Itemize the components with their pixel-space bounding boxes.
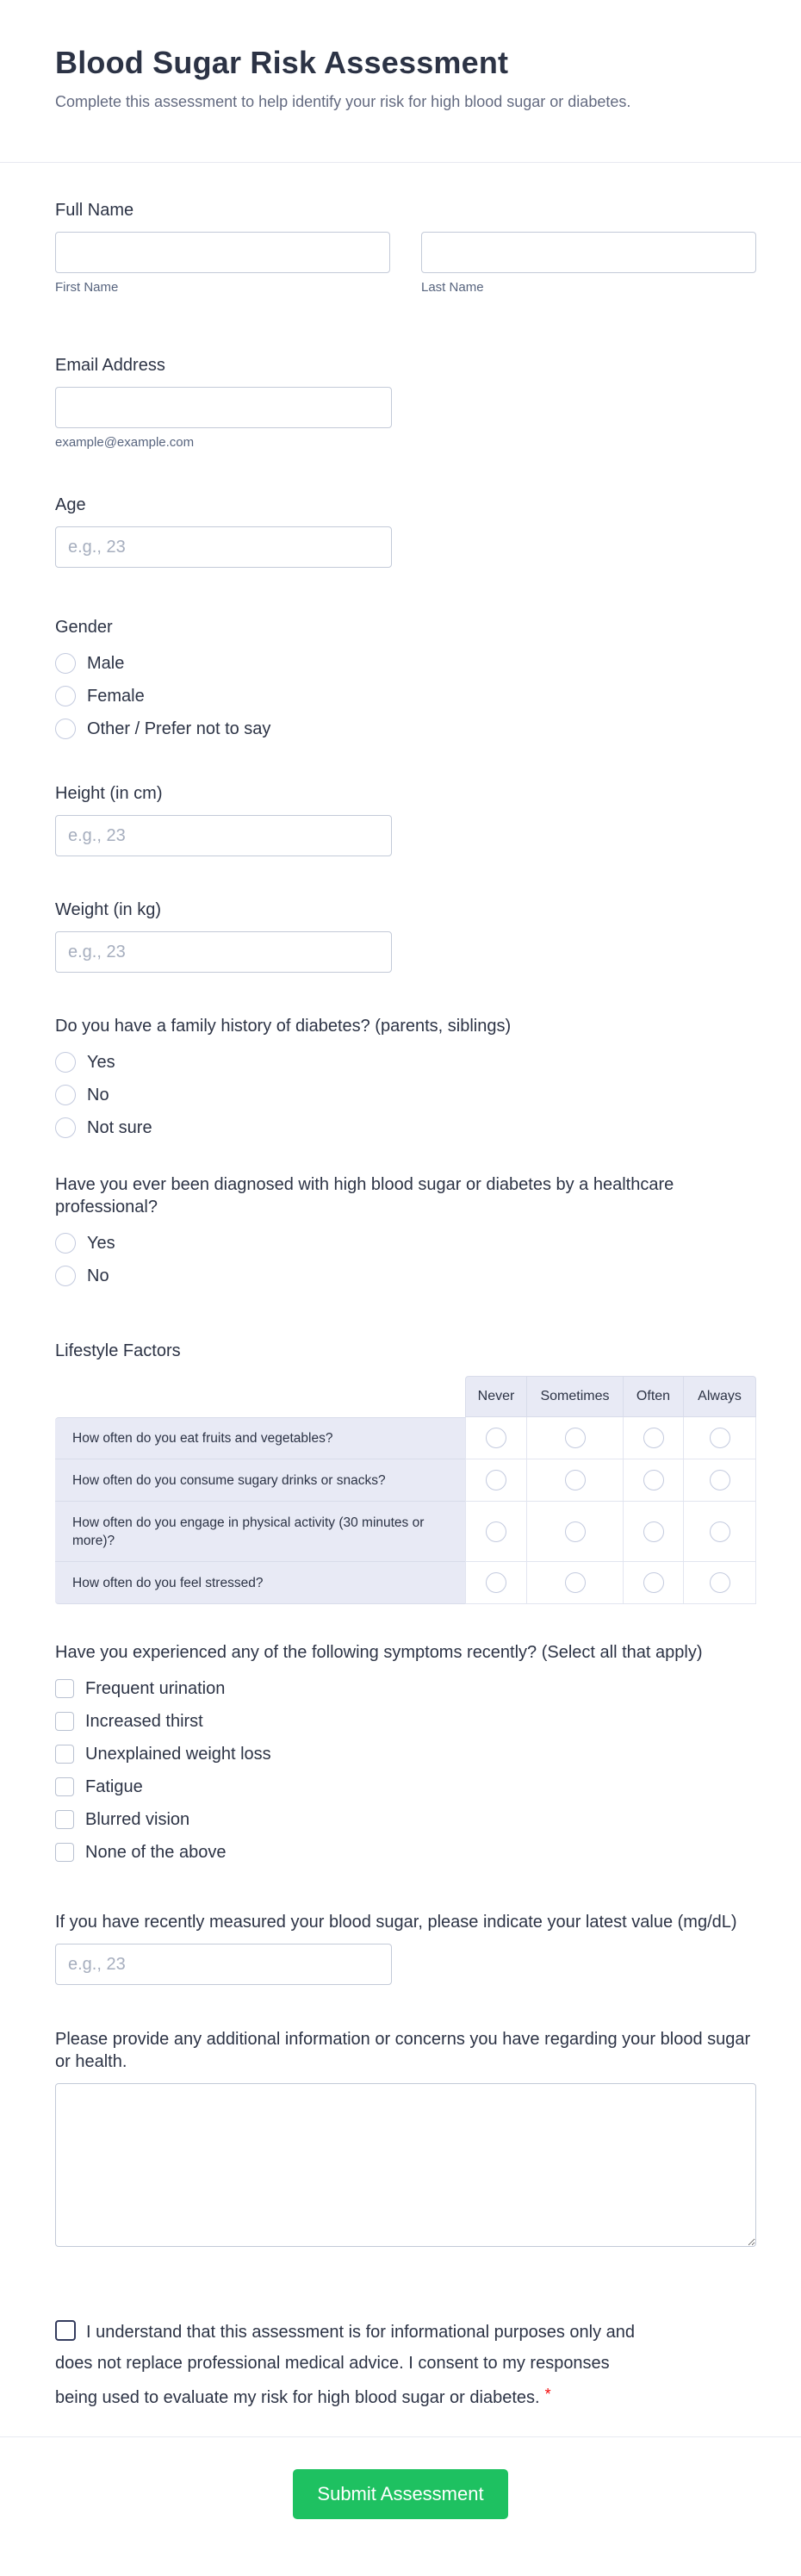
checkbox-icon[interactable] bbox=[55, 1712, 74, 1731]
blood-sugar-input[interactable] bbox=[55, 1944, 392, 1985]
matrix-radio-r3-sometimes[interactable] bbox=[527, 1502, 624, 1562]
checkbox-icon[interactable] bbox=[55, 1810, 74, 1829]
family-history-option-no-label[interactable]: No bbox=[87, 1085, 109, 1104]
matrix-row-activity bbox=[55, 1502, 756, 1562]
first-name-input[interactable] bbox=[55, 232, 390, 273]
question-family-history bbox=[55, 1015, 756, 1144]
radio-icon[interactable] bbox=[486, 1572, 506, 1593]
matrix-row-stressed-label: How often do you feel stressed? bbox=[55, 1562, 465, 1604]
submit-assessment-button[interactable]: Submit Assessment bbox=[293, 2469, 507, 2519]
matrix-radio-r2-always[interactable] bbox=[684, 1459, 756, 1502]
diagnosed-option-yes-label[interactable]: Yes bbox=[87, 1233, 115, 1253]
first-name-col bbox=[55, 232, 390, 296]
gender-option-other-label[interactable]: Other / Prefer not to say bbox=[87, 719, 271, 738]
radio-icon[interactable] bbox=[55, 686, 76, 706]
matrix-radio-r3-never[interactable] bbox=[465, 1502, 527, 1562]
matrix-radio-r1-sometimes[interactable] bbox=[527, 1417, 624, 1459]
diagnosed-option-yes[interactable] bbox=[55, 1227, 756, 1260]
symptom-none-label[interactable]: None of the above bbox=[85, 1842, 227, 1862]
matrix-header-row bbox=[55, 1376, 756, 1417]
required-asterisk: * bbox=[544, 2386, 551, 2403]
symptom-increased-thirst-label[interactable]: Increased thirst bbox=[85, 1711, 203, 1731]
family-history-option-notsure-label[interactable]: Not sure bbox=[87, 1117, 152, 1137]
checkbox-icon[interactable] bbox=[55, 1843, 74, 1862]
form-header bbox=[0, 0, 801, 163]
symptom-weight-loss[interactable] bbox=[55, 1738, 756, 1770]
symptom-none[interactable] bbox=[55, 1836, 756, 1869]
consent-text-2[interactable]: does not replace professional medical advice. I consent to my responses bbox=[55, 2354, 610, 2373]
full-name-row bbox=[55, 232, 756, 296]
gender-option-female[interactable] bbox=[55, 680, 756, 712]
question-lifestyle bbox=[55, 1340, 756, 1604]
radio-icon[interactable] bbox=[565, 1521, 586, 1542]
symptom-weight-loss-label[interactable]: Unexplained weight loss bbox=[85, 1744, 271, 1764]
age-input[interactable] bbox=[55, 526, 392, 568]
gender-option-male-label[interactable]: Male bbox=[87, 653, 125, 673]
lifestyle-matrix bbox=[55, 1376, 756, 1604]
question-blood-sugar-value bbox=[55, 1911, 756, 1985]
consent-text-1[interactable]: I understand that this assessment is for informational purposes only and bbox=[86, 2323, 636, 2342]
question-additional-info bbox=[55, 2028, 756, 2251]
radio-icon[interactable] bbox=[565, 1470, 586, 1490]
radio-icon[interactable] bbox=[55, 1085, 76, 1105]
question-age bbox=[55, 494, 756, 568]
email-sublabel: example@example.com bbox=[55, 435, 195, 450]
consent-line-1 bbox=[55, 2317, 727, 2348]
diagnosed-option-no[interactable] bbox=[55, 1260, 756, 1292]
radio-icon[interactable] bbox=[55, 653, 76, 674]
symptoms-label: Have you experienced any of the following symptoms recently? (Select all that apply) bbox=[55, 1643, 703, 1662]
age-label: Age bbox=[55, 495, 86, 514]
symptom-blurred-vision-label[interactable]: Blurred vision bbox=[85, 1809, 190, 1829]
radio-icon[interactable] bbox=[710, 1428, 730, 1448]
weight-input[interactable] bbox=[55, 931, 392, 973]
weight-label: Weight (in kg) bbox=[55, 900, 162, 919]
gender-option-female-label[interactable]: Female bbox=[87, 686, 145, 706]
matrix-row-sugary bbox=[55, 1459, 756, 1502]
matrix-row-fruits-label: How often do you eat fruits and vegetables? bbox=[55, 1417, 465, 1459]
lifestyle-label: Lifestyle Factors bbox=[55, 1341, 181, 1360]
family-history-option-yes[interactable] bbox=[55, 1046, 756, 1079]
height-input[interactable] bbox=[55, 815, 392, 856]
matrix-radio-r3-often[interactable] bbox=[624, 1502, 684, 1562]
last-name-sublabel: Last Name bbox=[421, 280, 484, 295]
consent-line-2 bbox=[55, 2348, 727, 2379]
diagnosed-label: Have you ever been diagnosed with high blood sugar or diabetes by a healthcare professional? bbox=[55, 1175, 674, 1216]
family-history-option-notsure[interactable] bbox=[55, 1111, 756, 1144]
radio-icon[interactable] bbox=[565, 1572, 586, 1593]
matrix-col-never: Never bbox=[465, 1376, 527, 1417]
symptom-increased-thirst[interactable] bbox=[55, 1705, 756, 1738]
form-footer bbox=[0, 2436, 801, 2562]
matrix-radio-r4-often[interactable] bbox=[624, 1562, 684, 1604]
email-label: Email Address bbox=[55, 356, 165, 375]
gender-option-male[interactable] bbox=[55, 647, 756, 680]
page-title: Blood Sugar Risk Assessment bbox=[55, 45, 509, 80]
question-gender bbox=[55, 616, 756, 745]
first-name-sublabel: First Name bbox=[55, 280, 119, 295]
matrix-radio-r4-never[interactable] bbox=[465, 1562, 527, 1604]
consent-line-3 bbox=[55, 2379, 727, 2413]
blood-sugar-label: If you have recently measured your blood sugar, please indicate your latest value (mg/dL) bbox=[55, 1913, 737, 1932]
question-weight bbox=[55, 899, 756, 973]
matrix-row-stressed bbox=[55, 1562, 756, 1604]
consent-checkbox[interactable] bbox=[55, 2320, 76, 2341]
additional-info-textarea[interactable] bbox=[55, 2083, 756, 2247]
radio-icon[interactable] bbox=[486, 1470, 506, 1490]
additional-info-label: Please provide any additional information or concerns you have regarding your blood sugar or health. bbox=[55, 2030, 751, 2071]
radio-icon[interactable] bbox=[710, 1521, 730, 1542]
radio-icon[interactable] bbox=[55, 719, 76, 739]
radio-icon[interactable] bbox=[55, 1117, 76, 1138]
radio-icon[interactable] bbox=[643, 1521, 664, 1542]
matrix-radio-r4-sometimes[interactable] bbox=[527, 1562, 624, 1604]
radio-icon[interactable] bbox=[486, 1428, 506, 1448]
radio-icon[interactable] bbox=[643, 1572, 664, 1593]
matrix-radio-r1-often[interactable] bbox=[624, 1417, 684, 1459]
question-symptoms bbox=[55, 1641, 756, 1869]
last-name-col bbox=[421, 232, 756, 296]
radio-icon[interactable] bbox=[565, 1428, 586, 1448]
symptom-fatigue-label[interactable]: Fatigue bbox=[85, 1776, 143, 1796]
matrix-col-always: Always bbox=[684, 1376, 756, 1417]
checkbox-icon[interactable] bbox=[55, 1679, 74, 1698]
family-history-label: Do you have a family history of diabetes? (parents, siblings) bbox=[55, 1017, 512, 1036]
matrix-radio-r1-never[interactable] bbox=[465, 1417, 527, 1459]
symptom-fatigue[interactable] bbox=[55, 1770, 756, 1803]
question-full-name bbox=[55, 199, 756, 296]
radio-icon[interactable] bbox=[486, 1521, 506, 1542]
matrix-radio-r2-sometimes[interactable] bbox=[527, 1459, 624, 1502]
matrix-row-activity-label: How often do you engage in physical activity (30 minutes or more)? bbox=[55, 1502, 465, 1562]
diagnosed-option-no-label[interactable]: No bbox=[87, 1266, 109, 1285]
gender-label: Gender bbox=[55, 618, 113, 637]
symptom-blurred-vision[interactable] bbox=[55, 1803, 756, 1836]
symptom-frequent-urination-label[interactable]: Frequent urination bbox=[85, 1678, 226, 1698]
matrix-col-sometimes: Sometimes bbox=[527, 1376, 624, 1417]
email-input[interactable] bbox=[55, 387, 392, 428]
last-name-input[interactable] bbox=[421, 232, 756, 273]
matrix-radio-r2-never[interactable] bbox=[465, 1459, 527, 1502]
radio-icon[interactable] bbox=[710, 1572, 730, 1593]
question-height bbox=[55, 782, 756, 856]
radio-icon[interactable] bbox=[55, 1266, 76, 1286]
checkbox-icon[interactable] bbox=[55, 1745, 74, 1764]
matrix-radio-r2-often[interactable] bbox=[624, 1459, 684, 1502]
radio-icon[interactable] bbox=[55, 1233, 76, 1254]
question-diagnosed bbox=[55, 1173, 756, 1292]
matrix-corner-cell bbox=[55, 1376, 465, 1417]
matrix-radio-r4-always[interactable] bbox=[684, 1562, 756, 1604]
page-subtitle: Complete this assessment to help identify your risk for high blood sugar or diabetes. bbox=[55, 93, 631, 110]
family-history-option-yes-label[interactable]: Yes bbox=[87, 1052, 115, 1072]
symptom-frequent-urination[interactable] bbox=[55, 1672, 756, 1705]
checkbox-icon[interactable] bbox=[55, 1777, 74, 1796]
radio-icon[interactable] bbox=[710, 1470, 730, 1490]
height-label: Height (in cm) bbox=[55, 784, 163, 803]
consent-text-3[interactable]: being used to evaluate my risk for high blood sugar or diabetes. bbox=[55, 2388, 540, 2407]
full-name-label: Full Name bbox=[55, 201, 134, 220]
matrix-radio-r3-always[interactable] bbox=[684, 1502, 756, 1562]
family-history-option-no[interactable] bbox=[55, 1079, 756, 1111]
matrix-row-sugary-label: How often do you consume sugary drinks or snacks? bbox=[55, 1459, 465, 1502]
radio-icon[interactable] bbox=[55, 1052, 76, 1073]
consent-block bbox=[55, 2317, 727, 2413]
matrix-radio-r1-always[interactable] bbox=[684, 1417, 756, 1459]
radio-icon[interactable] bbox=[643, 1470, 664, 1490]
question-email bbox=[55, 354, 756, 451]
form-body bbox=[0, 163, 801, 2413]
matrix-row-fruits bbox=[55, 1417, 756, 1459]
radio-icon[interactable] bbox=[643, 1428, 664, 1448]
matrix-col-often: Often bbox=[624, 1376, 684, 1417]
gender-option-other[interactable] bbox=[55, 712, 756, 745]
